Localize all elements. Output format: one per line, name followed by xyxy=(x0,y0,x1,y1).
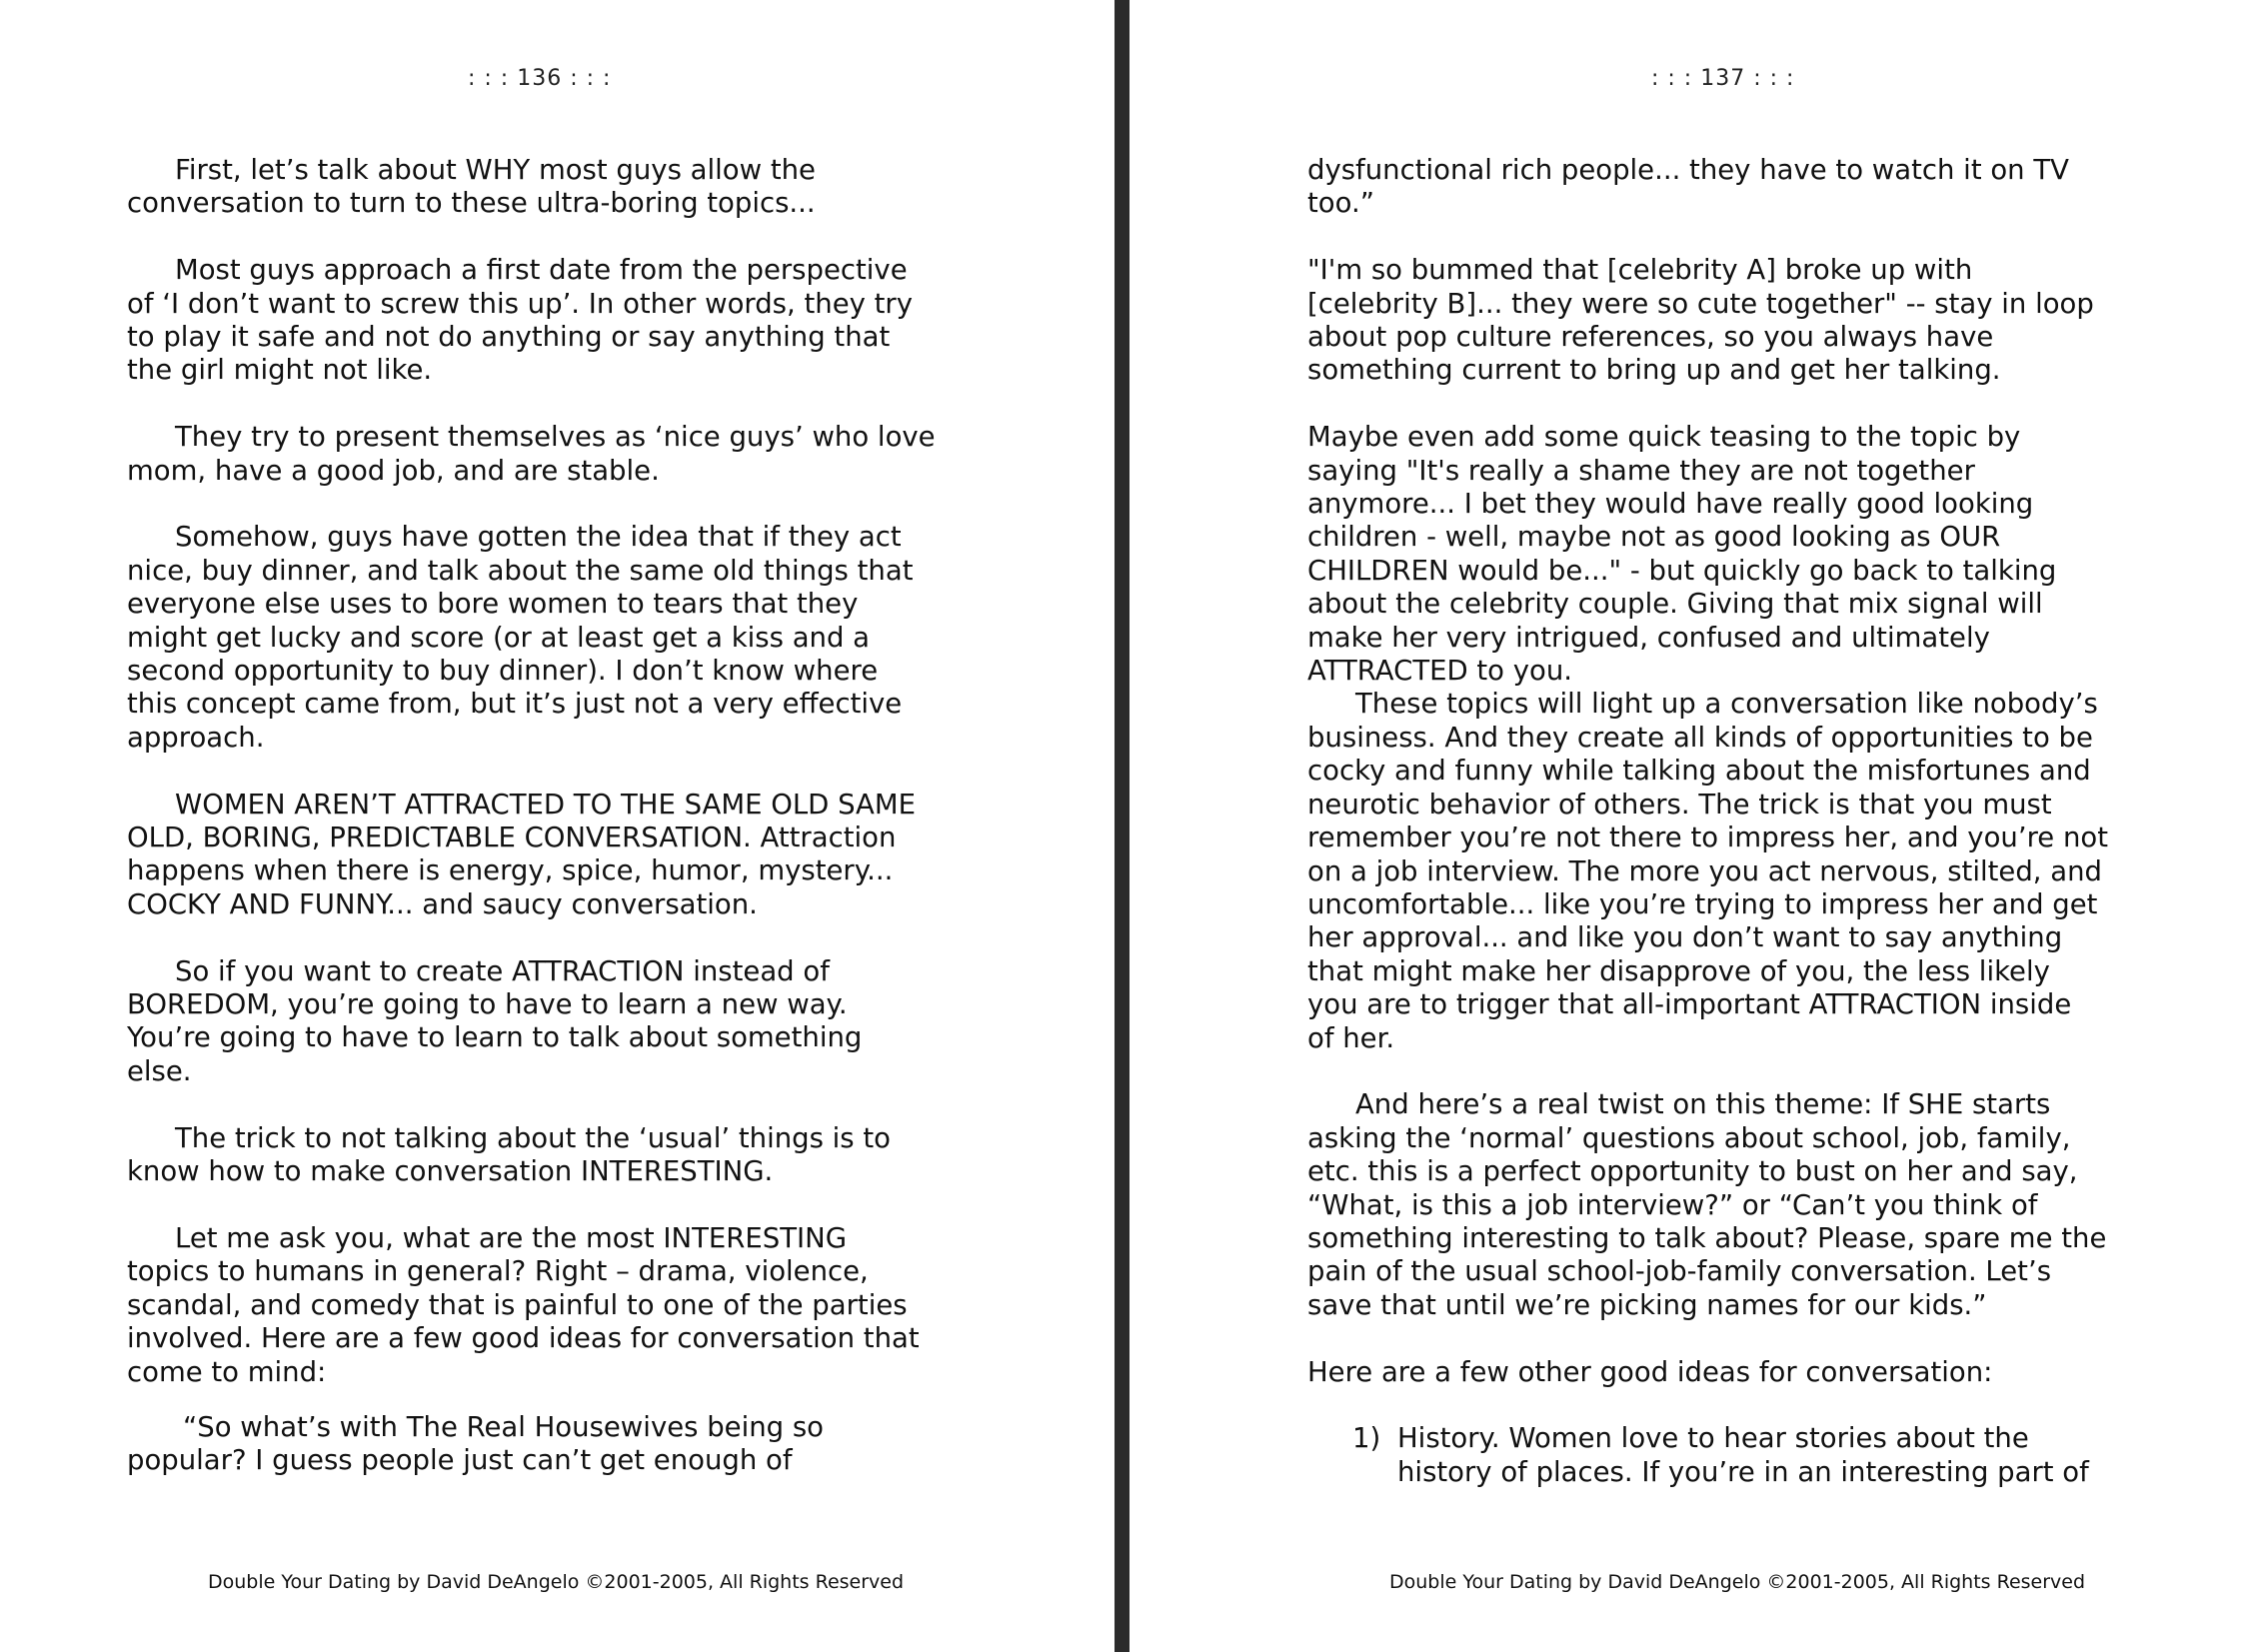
text-line: anymore... I bet they would have really good looking xyxy=(1307,488,2034,521)
text-line: COCKY AND FUNNY... and saucy conversation. xyxy=(127,887,758,920)
text-line: you are to trigger that all-important ATTRACTION inside xyxy=(1307,988,2072,1021)
text-line: dysfunctional rich people... they have to watch it on TV xyxy=(1307,154,2069,186)
text-line: happens when there is energy, spice, humor, mystery... xyxy=(127,854,894,887)
text-line: cocky and funny while talking about the misfortunes and xyxy=(1307,755,2091,788)
left-page xyxy=(0,0,1115,1652)
text-line: Somehow, guys have gotten the idea that if they act xyxy=(175,521,902,554)
text-line: know how to make conversation INTERESTING. xyxy=(127,1155,774,1188)
text-line: about pop culture references, so you always have xyxy=(1307,321,1994,354)
text-line: everyone else uses to bore women to tears that they xyxy=(127,588,859,621)
text-line: ATTRACTED to you. xyxy=(1307,655,1573,688)
text-line: These topics will light up a conversation like nobody’s xyxy=(1355,688,2098,721)
paragraph-spacer xyxy=(127,755,936,788)
paragraph-spacer xyxy=(127,921,936,954)
list-number: 1) xyxy=(1352,1422,1381,1455)
paragraph-spacer xyxy=(127,1088,936,1121)
text-line: to play it safe and not do anything or say anything that xyxy=(127,321,891,354)
text-line: nice, buy dinner, and talk about the same old things that xyxy=(127,554,914,587)
text-line: [celebrity B]... they were so cute together" -- stay in loop xyxy=(1307,287,2094,320)
paragraph-spacer xyxy=(1307,221,2108,254)
text-line: scandal, and comedy that is painful to one of the parties xyxy=(127,1288,908,1321)
text-line: saying "It's really a shame they are not together xyxy=(1307,454,1975,487)
text-line: pain of the usual school-job-family conversation. Let’s xyxy=(1307,1255,2052,1288)
paragraph-spacer xyxy=(1307,388,2108,421)
text-line: approach. xyxy=(127,721,265,754)
text-line: You’re going to have to learn to talk about something xyxy=(127,1021,863,1054)
text-line: popular? I guess people just can’t get enough of xyxy=(127,1444,793,1477)
text-line: "I'm so bummed that [celebrity A] broke up with xyxy=(1307,254,1973,287)
text-line: about the celebrity couple. Giving that mix signal will xyxy=(1307,588,2043,621)
text-line: the girl might not like. xyxy=(127,354,433,387)
text-line: The trick to not talking about the ‘usual’ things is to xyxy=(175,1121,891,1154)
page-footer: Double Your Dating by David DeAngelo ©2001-2005, All Rights Reserved xyxy=(208,1571,905,1593)
text-line: something interesting to talk about? Please, spare me the xyxy=(1307,1221,2107,1254)
paragraph-spacer xyxy=(127,488,936,521)
paragraph-spacer xyxy=(1307,1322,2108,1355)
text-line: OLD, BORING, PREDICTABLE CONVERSATION. Attraction xyxy=(127,822,897,854)
paragraph-spacer xyxy=(127,1189,936,1222)
text-line: might get lucky and score (or at least get a kiss and a xyxy=(127,621,871,654)
text-line: this concept came from, but it’s just not a very effective xyxy=(127,688,903,721)
page-number: : : : 136 : : : xyxy=(468,66,612,91)
text-line: history of places. If you’re in an interesting part of xyxy=(1397,1455,2089,1488)
text-line: Let me ask you, what are the most INTERESTING xyxy=(175,1221,848,1254)
paragraph-spacer xyxy=(127,1389,936,1411)
text-line: of ‘I don’t want to screw this up’. In other words, they try xyxy=(127,287,913,320)
text-line: asking the ‘normal’ questions about school, job, family, xyxy=(1307,1121,2071,1154)
text-line: on a job interview. The more you act nervous, stilted, and xyxy=(1307,854,2103,887)
paragraph-spacer xyxy=(127,388,936,421)
text-line: her approval... and like you don’t want to say anything xyxy=(1307,921,2063,954)
text-line: CHILDREN would be..." - but quickly go back to talking xyxy=(1307,554,2057,587)
text-line: BOREDOM, you’re going to have to learn a new way. xyxy=(127,988,848,1021)
page-body-text xyxy=(127,154,936,1478)
text-line: “So what’s with The Real Housewives being so xyxy=(183,1410,824,1443)
text-line: Most guys approach a first date from the perspective xyxy=(175,254,908,287)
page-footer: Double Your Dating by David DeAngelo ©2001-2005, All Rights Reserved xyxy=(1389,1571,2086,1593)
text-line: children - well, maybe not as good looking as OUR xyxy=(1307,521,2001,554)
text-line: They try to present themselves as ‘nice guys’ who love xyxy=(175,421,936,454)
text-line: Maybe even add some quick teasing to the topic by xyxy=(1307,421,2021,454)
list-item-body xyxy=(1397,1422,2108,1489)
text-line: mom, have a good job, and are stable. xyxy=(127,454,660,487)
text-line: else. xyxy=(127,1054,192,1087)
text-line: business. And they create all kinds of opportunities to be xyxy=(1307,721,2093,754)
list-item xyxy=(1307,1422,2108,1489)
text-line: too.” xyxy=(1307,187,1374,220)
text-line: remember you’re not there to impress her, and you’re not xyxy=(1307,822,2108,854)
text-line: topics to humans in general? Right – drama, violence, xyxy=(127,1255,869,1288)
text-line: that might make her disapprove of you, the less likely xyxy=(1307,954,2050,987)
text-line: conversation to turn to these ultra-boring topics... xyxy=(127,187,816,220)
paragraph-spacer xyxy=(1307,1389,2108,1422)
text-line: of her. xyxy=(1307,1021,1395,1054)
text-line: etc. this is a perfect opportunity to bust on her and say, xyxy=(1307,1155,2078,1188)
text-line: History. Women love to hear stories about the xyxy=(1397,1422,2029,1455)
text-line: “What, is this a job interview?” or “Can’t you think of xyxy=(1307,1188,2038,1221)
text-line: save that until we’re picking names for our kids.” xyxy=(1307,1288,1987,1321)
text-line: neurotic behavior of others. The trick is that you must xyxy=(1307,788,2052,821)
text-line: So if you want to create ATTRACTION instead of xyxy=(175,954,830,987)
text-line: WOMEN AREN’T ATTRACTED TO THE SAME OLD SAME xyxy=(175,788,916,821)
text-line: something current to bring up and get her talking. xyxy=(1307,354,2001,387)
text-line: second opportunity to buy dinner). I don’t know where xyxy=(127,655,879,688)
paragraph-spacer xyxy=(1307,1055,2108,1088)
right-page xyxy=(1129,0,2257,1652)
text-line: First, let’s talk about WHY most guys allow the xyxy=(175,154,816,186)
text-line: come to mind: xyxy=(127,1355,327,1388)
text-line: Here are a few other good ideas for conversation: xyxy=(1307,1355,1993,1388)
page-gutter xyxy=(1115,0,1129,1652)
text-line: uncomfortable... like you’re trying to impress her and get xyxy=(1307,887,2098,920)
page-number: : : : 137 : : : xyxy=(1651,66,1795,91)
text-line: And here’s a real twist on this theme: If SHE starts xyxy=(1355,1088,2051,1121)
text-line: involved. Here are a few good ideas for conversation that xyxy=(127,1322,920,1355)
text-line: make her very intrigued, confused and ultimately xyxy=(1307,621,1990,654)
page-body-text xyxy=(1307,154,2108,1489)
paragraph-spacer xyxy=(127,221,936,254)
